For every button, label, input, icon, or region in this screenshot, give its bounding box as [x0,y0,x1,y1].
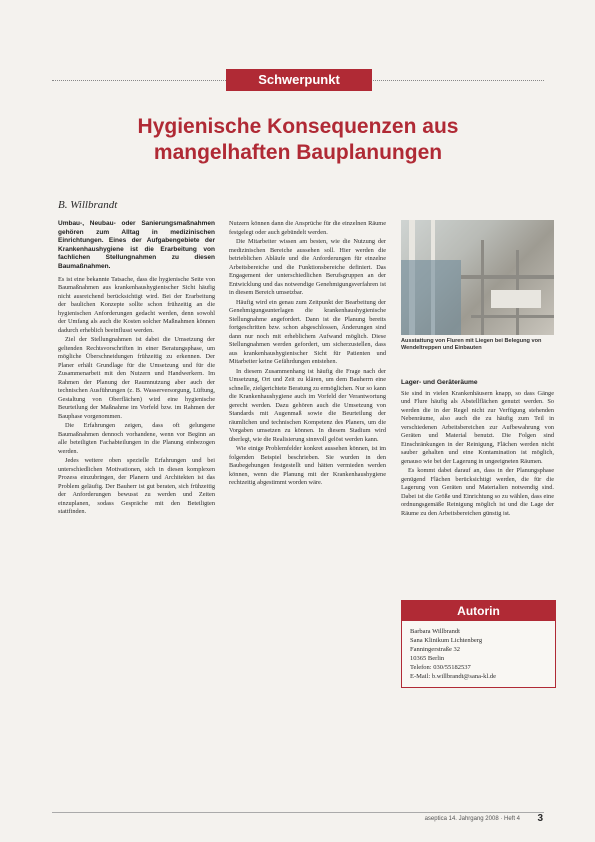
page-number: 3 [537,813,543,824]
article-lead: Umbau-, Neubau- oder Sanierungsmaßnahmen gehören zum Alltag in medizinischen Einrichtungen. Eines der Aufgabengebiete der Krankenhaushygiene ist die Erarbeitung von fachlichen Stellungnahmen zu diesen Baumaßnahmen. [58,220,215,270]
title-line-2: mangelhaften Bauplanungen [153,141,443,164]
author-name: Barbara Willbrandt [410,628,460,635]
text-column-3 [401,376,554,578]
author-street: Fanningerstraße 32 [410,646,461,653]
subheading: Lager- und Geräteräume [401,379,478,386]
journal-info: aseptica 14. Jahrgang 2008 · Heft 4 [424,816,520,822]
paragraph: Es ist eine bekannte Tatsache, dass die hygienische Seite von Baumaßnahmen aus krankenhaushygienischer Sicht häufig nicht ausreichend berücksichtigt wird. Bei der Erarbeitung der baulichen Konzepte sollte schon frühzeitig an die hygienischen Anforderungen gedacht werden, denn sowohl der Umfang als auch die Kosten solcher Maßnahmen können dadurch erheblich beeinflusst werden. [58,275,215,334]
paragraph: Sie sind in vielen Krankenhäusern knapp, so dass Gänge und Flure häufig als Abstellflächen genutzt werden. So werden die in der Regel nicht zur Verfügung stehenden Nebenräume, also auch die zu häufig zum Teil in verschiedenen Arbeitsbereichen zur Aufbewahrung von Geräten und Material benutzt. Die Folgen sind Einschränkungen in der Reinigung, Flächen werden nicht sauber gehalten und eine Kontamination ist möglich, genauso wie bei der Lagerung in ungeeigneten Räumen. [401,389,554,465]
paragraph: Häufig wird ein genau zum Zeitpunkt der Bearbeitung der Genehmigungsunterlagen die krankenhaushygienische Stellungnahme angefordert. Dann ist die Planung bereits fortgeschritten bzw. schon abgeschlossen, Änderungen sind dann nur noch mit erheblichem Aufwand möglich. Diese Stellungnahmen werden gefordert, um sicherzustellen, dass aus krankenhaushygienischer Sicht für Patienten und Mitarbeiter keine Gefährdungen entstehen. [229,298,386,365]
article-title [60,114,536,166]
paragraph: Wie einige Problemfelder konkret aussehen können, ist im folgenden Beispiel beschrieben. Sie wurden in den Baubegehungen festgestellt und hätten vermieden werden können, wenn die Planung mit der Krankenhaushygiene rechtzeitig abgestimmt worden wäre. [229,445,386,486]
text-column-1 [58,220,215,812]
author-email[interactable]: E-Mail: b.willbrandt@sana-kl.de [410,673,496,680]
article-author: B. Willbrandt [58,199,118,211]
paragraph: Die Erfahrungen zeigen, dass oft gelungene Baumaßnahmen dennoch vorhandene, wenn vor Beginn an alle beteiligten Fachabteilungen in die Planung einbezogen werden. [58,422,215,455]
author-organization: Sana Klinikum Lichtenberg [410,637,483,644]
title-line-1: Hygienische Konsequenzen aus [137,115,459,138]
paragraph: In diesem Zusammenhang ist häufig die Frage nach der Umsetzung, Ort und Zeit zu klären, um dem Bauherrn eine schnelle, zielgerichtete Beratung zu ermöglichen. Nur so kann die Krankenhaushygiene auch im Vorfeld der Verantwortung gerecht werden. Dazu gehören auch die Umsetzung von Standards mit Augenmaß sowie die Beurteilung der räumlichen und technischen Kompetenz des Planers, um die Vorgaben umsetzen zu können. In diesem Stadium wird überlegt, wie die Realisierung sinnvoll gelöst werden kann. [229,367,386,443]
section-tag: Schwerpunkt [226,69,372,91]
text-column-2 [229,220,386,812]
paragraph: Jedes weitere oben spezielle Erfahrungen und bei unterschiedlichen Motivationen, sich in diesen komplexen Prozess einzubringen, der Planern und Architekten ist das Problem geläufig. Der Bauherr ist gut beraten, sich frühzeitig der Anforderungen bewusst zu werden und Zeiten einzuplanen, sodass Gespräche mit den Beteiligten stattfinden. [58,457,215,516]
photo-caption: Ausstattung von Fluren mit Liegen bei Belegung von Wendeltreppen und Einbauten [401,338,542,351]
paragraph: Es kommt dabei darauf an, dass in der Planungsphase genügend Flächen berücksichtigt werden, die für die Lagerung von Geräten und Materialien notwendig sind. Dabei ist die Größe und Einrichtung so zu wählen, dass eine ordnungsgemäße Reinigung möglich ist und die Lage der Räume zu den Arbeitsbereichen günstig ist. [401,467,554,517]
article-photo [401,220,554,335]
author-box [401,600,556,688]
footer-rule [52,812,544,813]
paragraph: Nutzern können dann die Ansprüche für die einzelnen Räume festgelegt oder auch gebündelt werden. [229,220,386,236]
author-phone: Telefon: 030/55182537 [410,664,471,671]
author-box-heading: Autorin [402,601,555,621]
author-box-body [402,621,555,687]
paragraph: Ziel der Stellungnahmen ist dabei die Umsetzung der geltenden Rechtsvorschriften in einer Beratungsphase, um mögliche Überschneidungen frühzeitig zu erkennen. Der Planer erhält Grundlage für die Umsetzung und für die Zusammenarbeit mit den Nutzern und Handwerkern. Im Rahmen der Planung der Raumnutzung aber auch der technischen Ausführungen (z. B. Wasserversorgung, Lüftung, Gestaltung von Oberflächen) wird eine hygienische Beurteilung der Maßnahme im Vorfeld bzw. im Rahmen der Bauphase vorgenommen. [58,336,215,420]
paragraph: Die Mitarbeiter wissen am besten, wie die Nutzung der medizinischen Bereiche aussehen soll. Hier werden die betrieblichen Abläufe und die Anforderungen für einzelne Arbeitsbereiche und die Funktionsbereiche definiert. Das Engagement der unterschiedlichen Berufsgruppen an der Entwicklung und das notwendige Genehmigungsverfahren ist in diesem Bereich umsetzbar. [229,238,386,296]
author-city: 10365 Berlin [410,655,445,662]
